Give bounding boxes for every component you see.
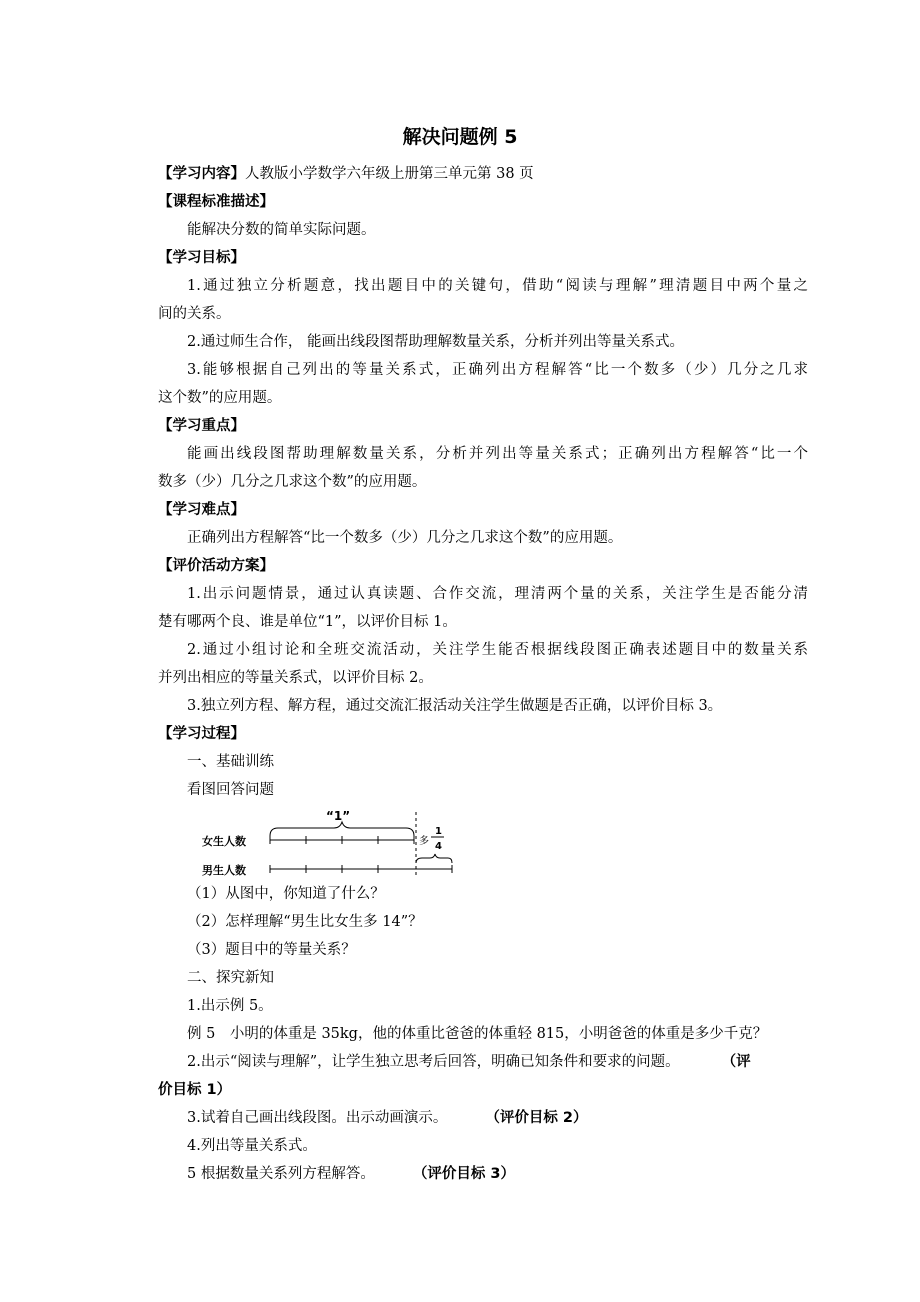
question: （2）怎样理解“男生比女生多 14”？ [187, 914, 423, 930]
section-heading: 【学习内容】 [158, 166, 245, 182]
paragraph: 楚有哪两个良、谁是单位“1”，以评价目标 1。 [158, 614, 457, 630]
paragraph: 3.独立列方程、解方程，通过交流汇报活动关注学生做题是否正确，以评价目标 3。 [187, 698, 723, 714]
step5-text: 5 根据数量关系列方程解答。 [187, 1166, 375, 1182]
more-label: 多 [419, 836, 429, 847]
paragraph [158, 1048, 808, 1076]
section-heading: 【学习难点】 [158, 502, 245, 518]
paragraph: 1.通过独立分析题意，找出题目中的关键句，借助“阅读与理解”理清题目中两个量之 [187, 278, 808, 294]
paragraph [158, 1104, 808, 1132]
paragraph: 一、基础训练 [187, 754, 274, 770]
step3-text: 3.试着自己画出线段图。出示动画演示。 [187, 1110, 448, 1126]
extra-brace [416, 854, 452, 863]
eval-tag: （评价目标 2） [485, 1110, 588, 1126]
girls-label: 女生人数 [202, 835, 246, 848]
question: （1）从图中，你知道了什么？ [187, 886, 385, 902]
section-heading: 【学习目标】 [158, 250, 245, 266]
unit-brace [270, 822, 414, 836]
section-heading: 【学习重点】 [158, 418, 245, 434]
example-text: 例 5 小明的体重是 35kg，他的体重比爸爸的体重轻 815，小明爸爸的体重是多少千克？ [187, 1026, 768, 1042]
paragraph: 正确列出方程解答“比一个数多（少）几分之几求这个数”的应用题。 [187, 530, 623, 546]
paragraph [158, 1160, 808, 1188]
question: （3）题目中的等量关系？ [187, 942, 356, 958]
paragraph: 这个数”的应用题。 [158, 390, 282, 406]
page-title: 解决问题例 5 [402, 126, 518, 148]
eval-tag: （评价目标 3） [412, 1166, 515, 1182]
fraction-denominator: 4 [435, 841, 442, 852]
paragraph: 二、探究新知 [187, 970, 274, 986]
paragraph: 并列出相应的等量关系式，以评价目标 2。 [158, 670, 433, 686]
section-heading: 【学习过程】 [158, 726, 245, 742]
paragraph: 4.列出等量关系式。 [187, 1138, 317, 1154]
content-line [158, 160, 808, 188]
paragraph: 2.通过师生合作， 能画出线段图帮助理解数量关系，分析并列出等量关系式。 [187, 334, 684, 350]
eval-tag: 价目标 1） [158, 1082, 232, 1098]
fraction-numerator: 1 [435, 826, 442, 837]
paragraph: 看图回答问题 [187, 782, 274, 798]
unit-label: “1” [326, 809, 351, 823]
section-heading: 【课程标准描述】 [158, 194, 274, 210]
content-text: 人教版小学数学六年级上册第三单元第 38 页 [245, 166, 534, 182]
paragraph: 能画出线段图帮助理解数量关系，分析并列出等量关系式；正确列出方程解答“比一个 [187, 446, 808, 462]
paragraph: 3.能够根据自己列出的等量关系式，正确列出方程解答“比一个数多（少）几分之几求 [187, 362, 808, 378]
segment-diagram-svg [202, 806, 522, 878]
paragraph: 间的关系。 [158, 306, 231, 322]
step2-text: 2.出示“阅读与理解”，让学生独立思考后回答，明确已知条件和要求的问题。 [187, 1054, 680, 1070]
paragraph: 1.出示例 5。 [187, 998, 273, 1014]
line-segment-diagram [202, 806, 808, 878]
section-heading: 【评价活动方案】 [158, 558, 274, 574]
paragraph: 1.出示问题情景，通过认真读题、合作交流，理清两个量的关系，关注学生是否能分清 [187, 586, 808, 602]
paragraph: 能解决分数的简单实际问题。 [187, 222, 376, 238]
boys-label: 男生人数 [202, 864, 246, 877]
eval-tag: （评 [721, 1054, 751, 1070]
paragraph: 2.通过小组讨论和全班交流活动，关注学生能否根据线段图正确表述题目中的数量关系 [187, 642, 808, 658]
document-body [158, 160, 808, 1188]
paragraph: 数多（少）几分之几求这个数”的应用题。 [158, 474, 427, 490]
